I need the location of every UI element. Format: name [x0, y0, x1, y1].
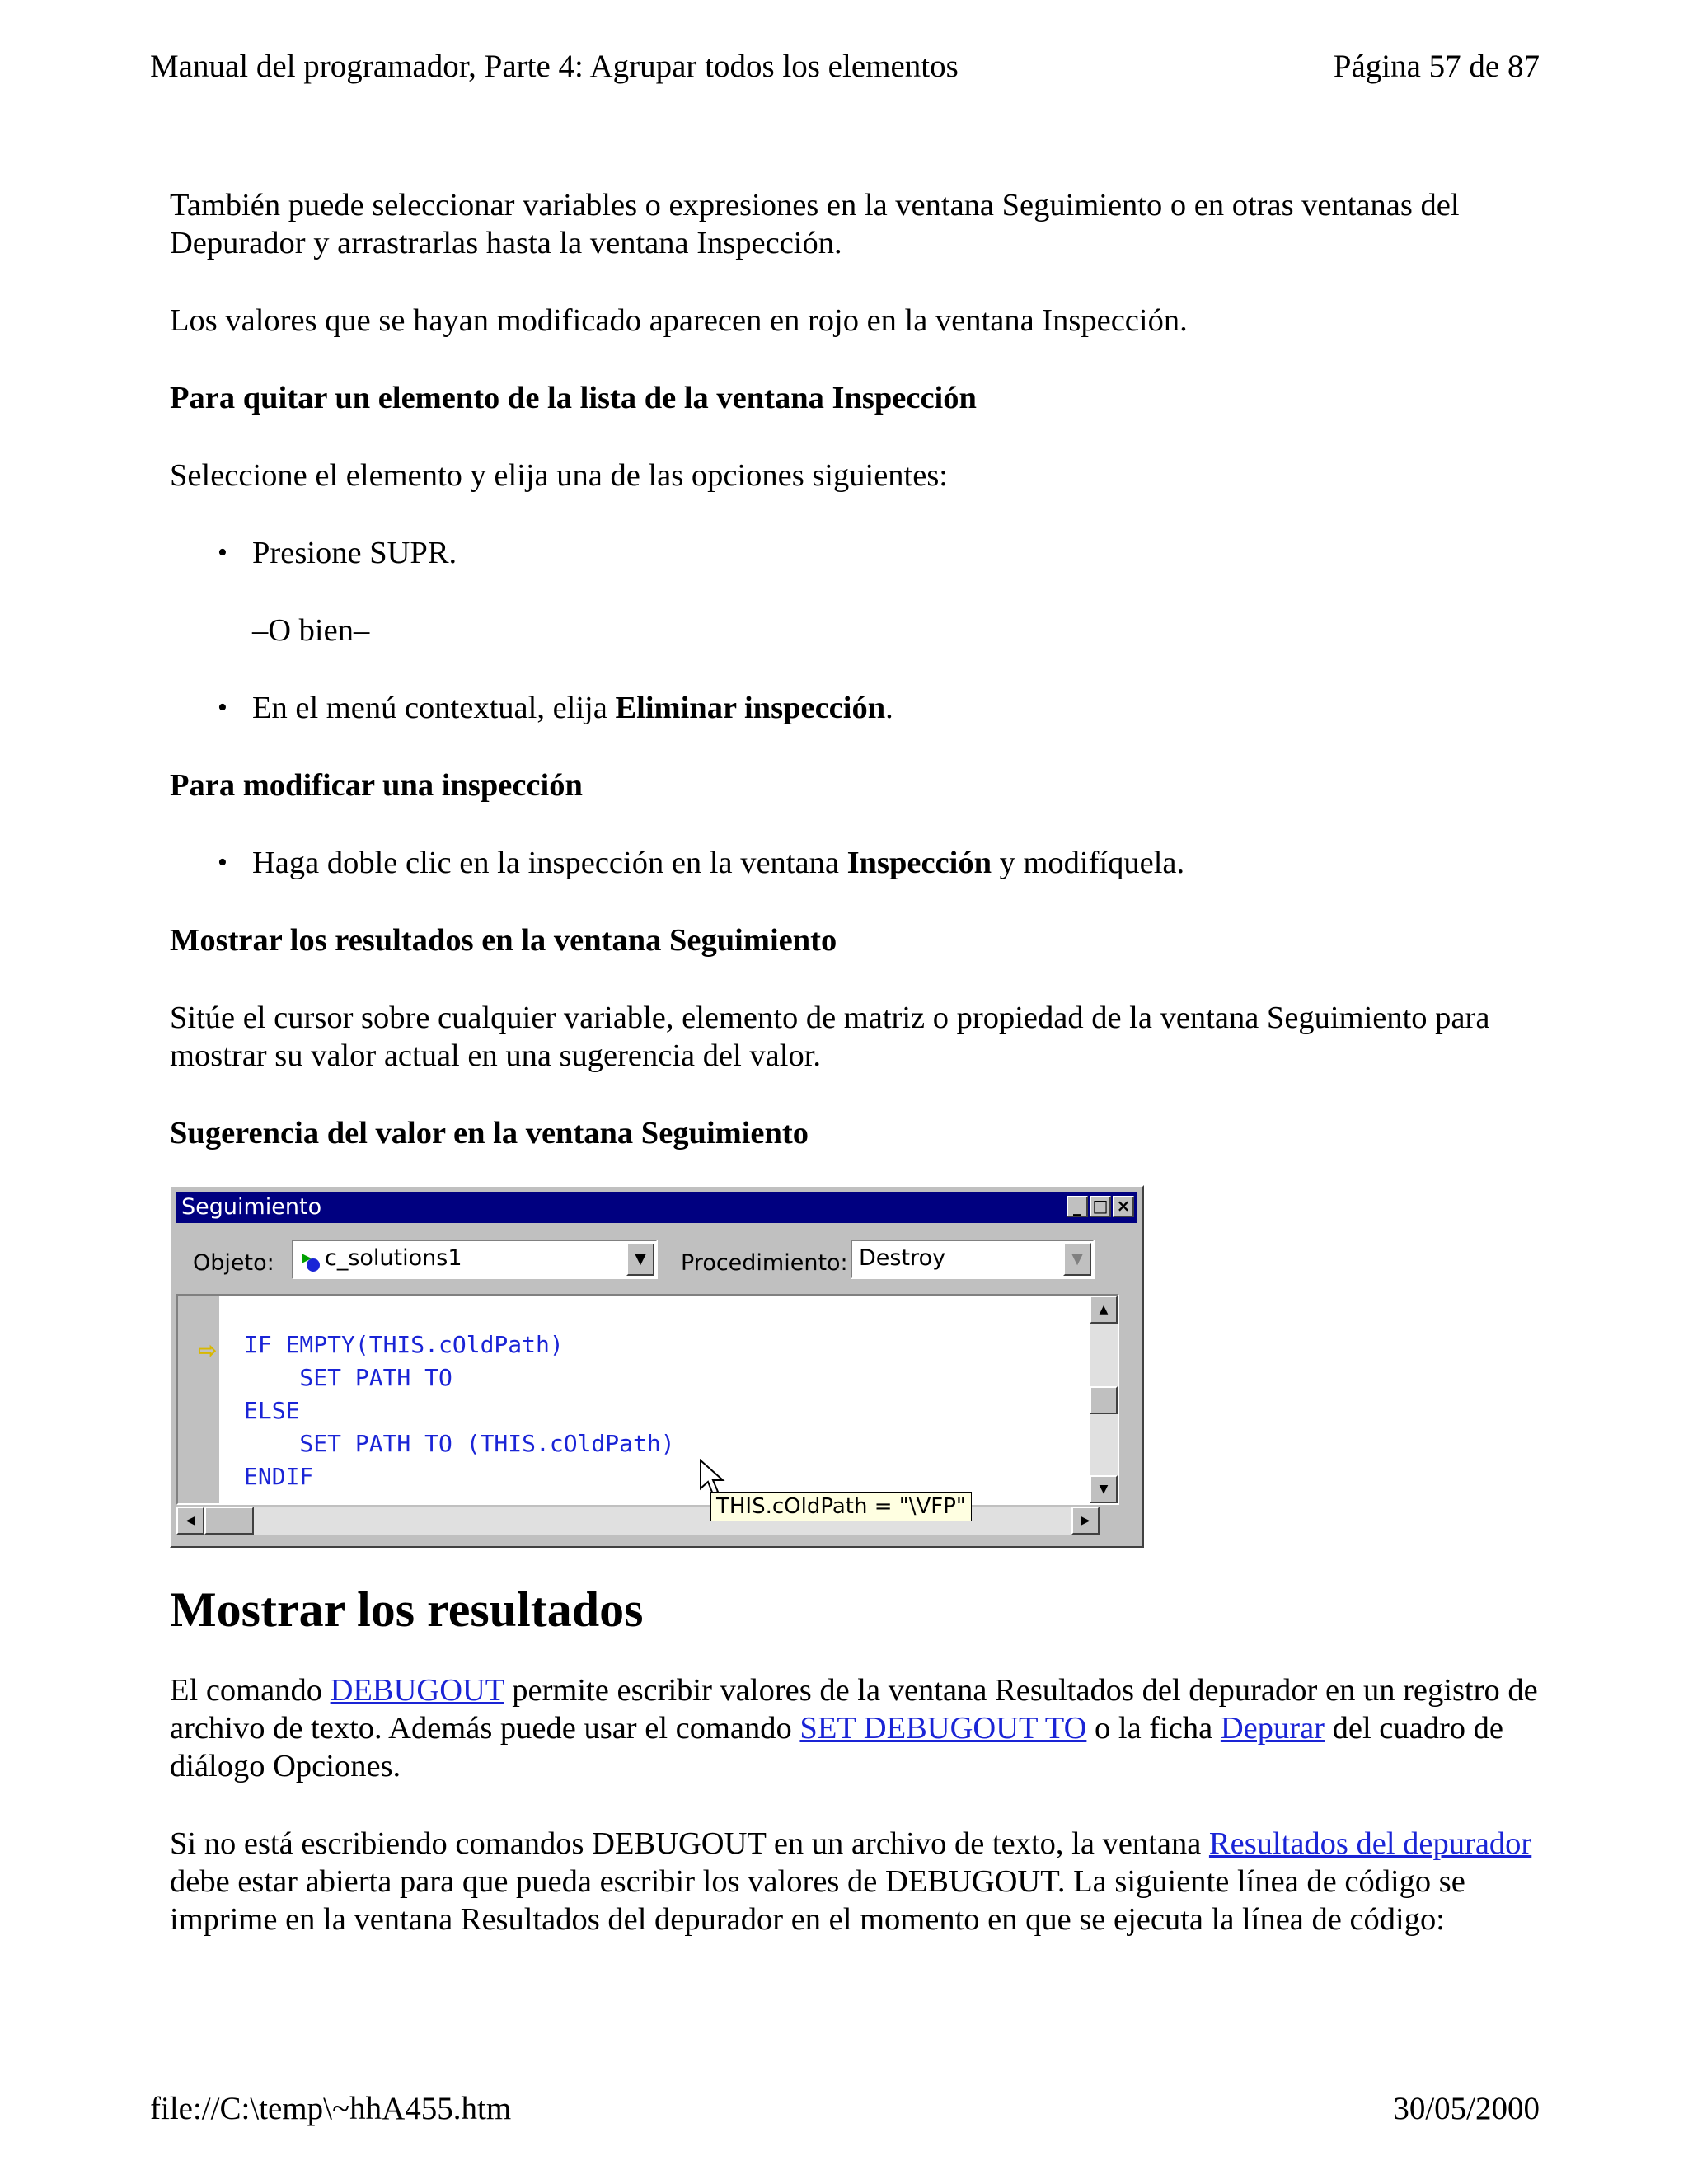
scroll-thumb-horizontal[interactable]	[204, 1507, 254, 1535]
results-paragraph-1	[170, 1671, 1538, 1785]
footer-date: 30/05/2000	[1393, 2091, 1540, 2126]
results-heading: Mostrar los resultados	[170, 1582, 644, 1637]
scroll-down-icon[interactable]: ▼	[1090, 1475, 1118, 1503]
figure-caption: Sugerencia del valor en la ventana Seguimiento	[170, 1116, 809, 1151]
modify-prefix: Haga doble clic en la inspección en la ventana	[252, 846, 847, 880]
vertical-scrollbar[interactable]	[1090, 1296, 1118, 1503]
object-combo[interactable]	[292, 1240, 658, 1279]
modify-suffix: y modifíquela.	[991, 846, 1185, 880]
minimize-icon[interactable]: _	[1067, 1196, 1088, 1217]
header-page-number: Página 57 de 87	[1333, 49, 1540, 84]
window-controls	[1067, 1196, 1134, 1217]
option-1-text: Presione SUPR.	[252, 536, 457, 570]
text-run: del cuadro de diálogo Opciones.	[170, 1711, 1503, 1783]
option-2-prefix: En el menú contextual, elija	[252, 691, 616, 725]
footer-path: file://C:\temp\~hhA455.htm	[150, 2091, 512, 2126]
text-run: debe estar abierta para que pueda escribir los valores de DEBUGOUT. La siguiente línea de código se imprime en la ventana Resultados del depurador en el momento en que se ejecuta la línea de código:	[170, 1864, 1465, 1937]
code-line: SET PATH TO (THIS.cOldPath)	[244, 1430, 675, 1457]
trace-text: Sitúe el cursor sobre cualquier variable, elemento de matriz o propiedad de la ventana Seguimiento para mostrar su valor actual en una sugerencia del valor.	[170, 1001, 1490, 1073]
code-line: IF EMPTY(THIS.cOldPath)	[244, 1331, 564, 1358]
modify-heading: Para modificar una inspección	[170, 768, 583, 803]
text-run: El comando	[170, 1673, 331, 1708]
remove-options-list-2	[170, 689, 1538, 727]
text-run: permite escribir valores de la ventana Resultados del depurador en un registro de archivo de texto. Además puede usar el comando	[170, 1673, 1538, 1746]
execution-pointer-icon: ⇨	[198, 1337, 218, 1364]
code-gutter	[178, 1296, 219, 1503]
code-line: SET PATH TO	[244, 1364, 452, 1391]
maximize-icon[interactable]: □	[1090, 1196, 1111, 1217]
remove-options-list	[170, 534, 1538, 572]
code-line: ENDIF	[244, 1463, 314, 1490]
trace-heading: Mostrar los resultados en la ventana Seguimiento	[170, 923, 837, 958]
code-line: ELSE	[244, 1397, 300, 1424]
scroll-thumb[interactable]	[1090, 1386, 1118, 1414]
chevron-down-icon[interactable]: ▼	[1063, 1243, 1091, 1276]
intro-paragraph-2: Los valores que se hayan modificado aparecen en rojo en la ventana Inspección.	[170, 303, 1188, 338]
code-editor[interactable]	[176, 1294, 1119, 1505]
scroll-right-icon[interactable]: ▶	[1071, 1507, 1100, 1535]
scroll-left-icon[interactable]: ◀	[176, 1507, 204, 1535]
text-run: o la ficha	[1086, 1711, 1221, 1746]
set-debugout-link[interactable]: SET DEBUGOUT TO	[799, 1711, 1087, 1746]
list-item	[170, 844, 1538, 882]
modify-list	[170, 844, 1538, 882]
debug-output-link[interactable]: Resultados del depurador	[1208, 1826, 1532, 1861]
option-2-bold: Eliminar inspección	[615, 691, 886, 725]
header-title: Manual del programador, Parte 4: Agrupar todos los elementos	[150, 49, 959, 84]
close-icon[interactable]: ×	[1113, 1196, 1134, 1217]
option-2-suffix: .	[885, 691, 893, 725]
list-item	[170, 689, 1538, 727]
chevron-down-icon[interactable]: ▼	[626, 1243, 654, 1276]
object-label: Objeto:	[193, 1250, 274, 1276]
remove-instruction: Seleccione el elemento y elija una de las opciones siguientes:	[170, 458, 949, 493]
list-item	[170, 534, 1538, 572]
modify-bold: Inspección	[846, 846, 992, 880]
code-listing	[244, 1329, 675, 1493]
value-tooltip: THIS.cOldPath = "\VFP"	[710, 1492, 972, 1521]
depurar-link[interactable]: Depurar	[1220, 1711, 1325, 1746]
debugout-link[interactable]: DEBUGOUT	[330, 1673, 504, 1708]
text-run: Si no está escribiendo comandos DEBUGOUT en un archivo de texto, la ventana	[170, 1826, 1209, 1861]
window-titlebar	[176, 1192, 1137, 1223]
window-title: Seguimiento	[181, 1194, 322, 1220]
procedure-value: Destroy	[859, 1245, 946, 1271]
or-text: –O bien–	[252, 613, 370, 648]
procedure-combo[interactable]	[851, 1240, 1095, 1279]
object-icon	[300, 1249, 320, 1269]
scroll-up-icon[interactable]: ▲	[1090, 1296, 1118, 1324]
intro-paragraph-1: También puede seleccionar variables o expresiones en la ventana Seguimiento o en otras ventanas del Depurador y arrastrarlas hasta la ventana Inspección.	[170, 188, 1460, 260]
procedure-label: Procedimiento:	[681, 1250, 848, 1276]
remove-heading: Para quitar un elemento de la lista de la ventana Inspección	[170, 381, 977, 415]
object-value: c_solutions1	[325, 1245, 462, 1271]
document-body	[170, 186, 1538, 1978]
results-paragraph-2	[170, 1825, 1538, 1938]
trace-window-figure	[170, 1185, 1144, 1548]
